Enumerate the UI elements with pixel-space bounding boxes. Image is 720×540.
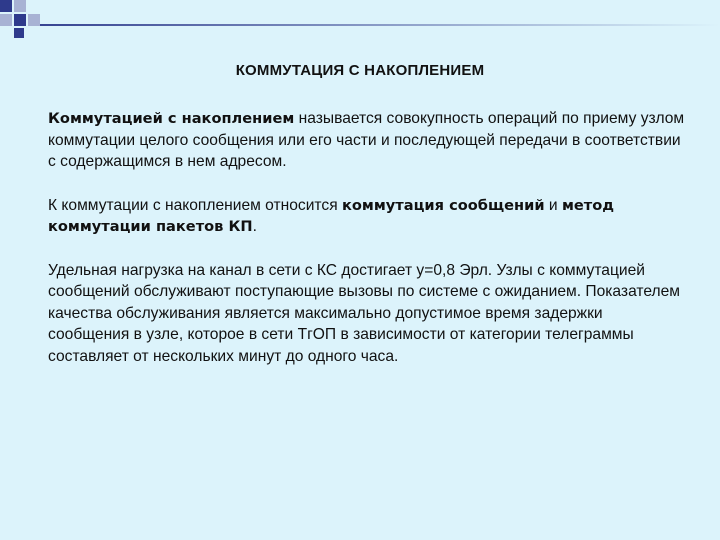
deco-square-dark	[0, 0, 12, 12]
slide-title: КОММУТАЦИЯ С НАКОПЛЕНИЕМ	[235, 62, 485, 79]
term-packet-switching: метод коммутации пакетов КП	[48, 196, 615, 235]
types-end: .	[252, 218, 257, 235]
paragraph-types	[48, 195, 688, 238]
deco-square-dark	[14, 28, 24, 38]
term-message-switching: коммутация сообщений	[341, 196, 545, 214]
deco-square-dark	[14, 14, 26, 26]
types-lead: К коммутации с накоплением относится	[48, 196, 342, 214]
deco-square-light	[14, 0, 26, 12]
paragraph-definition	[48, 108, 688, 173]
definition-text: называется совокупность операций по приему узлом коммутации целого сообщения или его части и последующей передачи в соответствии с содержащимся в нем адресом.	[48, 110, 685, 170]
corner-decoration	[0, 0, 720, 40]
types-mid: и	[544, 196, 562, 214]
term-store-and-forward: Коммутацией с накоплением	[48, 110, 295, 127]
deco-line	[40, 24, 720, 26]
paragraph-load: Удельная нагрузка на канал в сети с КС достигает y=0,8 Эрл. Узлы с коммутацией сообщений обслуживают поступающие вызовы по системе с ожиданием. Показателем качества обслуживания является максимально допустимое время задержки сообщения в узле, которое в сети ТгОП в зависимости от категории телеграммы составляет от нескольких минут до одного часа.	[48, 261, 681, 365]
slide-body	[48, 108, 688, 389]
deco-square-light	[28, 14, 40, 26]
deco-square-light	[0, 14, 12, 26]
